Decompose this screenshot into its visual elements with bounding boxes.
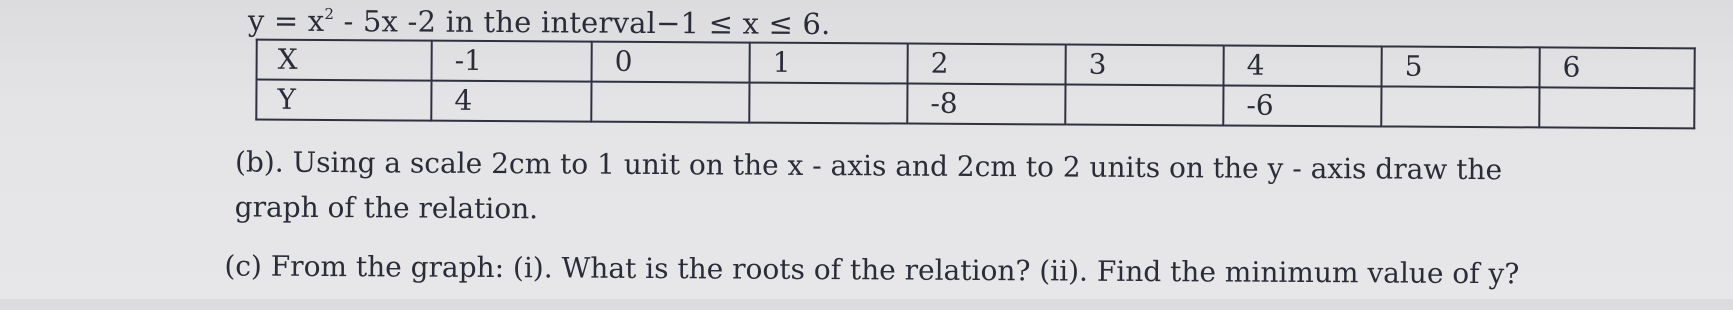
part-b-line-1: (b). Using a scale 2cm to 1 unit on the x - axis and 2cm to 2 units on the y - axis draw the: [234, 145, 1503, 187]
x-value-cell: -1: [432, 41, 592, 82]
x-value-cell: 0: [592, 42, 750, 83]
y-row: [256, 80, 1694, 129]
x-value-cell: 2: [908, 44, 1066, 85]
y-value-cell: [749, 83, 907, 124]
x-value-cell: 5: [1381, 46, 1539, 87]
part-b-question: [235, 139, 1636, 238]
y-header-cell: Y: [256, 80, 431, 121]
y-value-cell: -8: [907, 84, 1065, 125]
x-value-cell: 6: [1539, 47, 1694, 88]
part-c-question: (c) From the graph: (i). What is the roots of the relation? (ii). Find the minimum value of y?: [224, 249, 1520, 291]
y-value-cell: 4: [431, 81, 591, 122]
equation-exponent: 2: [324, 4, 335, 24]
part-b-line-2: graph of the relation.: [234, 190, 539, 226]
y-value-cell: [591, 82, 749, 123]
equation-suffix: - 5x -2 in the interval−1 ≤ x ≤ 6.: [334, 4, 831, 42]
x-value-cell: 3: [1066, 45, 1224, 86]
x-value-cell: 4: [1224, 45, 1382, 86]
x-value-cell: 1: [750, 43, 908, 84]
y-value-cell: -6: [1223, 85, 1381, 126]
y-value-cell: [1539, 87, 1694, 128]
table-of-values: [255, 39, 1695, 130]
equation-prefix: y = x: [247, 3, 325, 38]
x-header-cell: X: [257, 40, 432, 81]
y-value-cell: [1381, 86, 1539, 127]
y-value-cell: [1065, 85, 1223, 126]
